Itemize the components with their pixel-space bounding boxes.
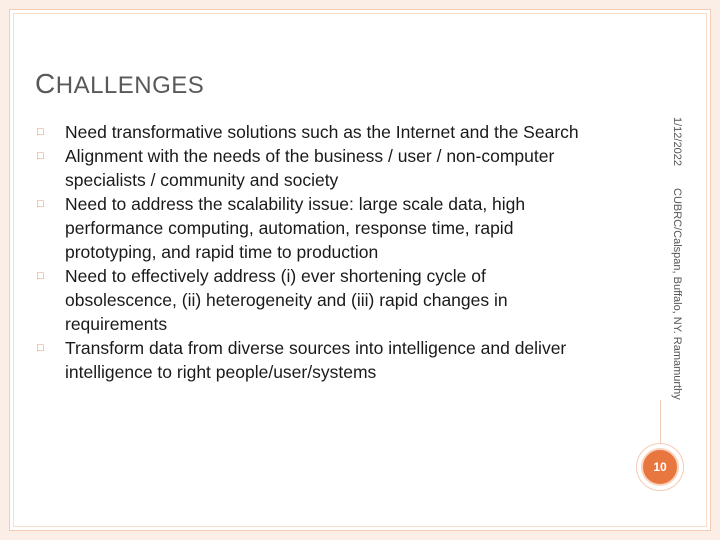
bullet-item xyxy=(37,144,597,192)
bullet-text: Alignment with the needs of the business / user / non-computer specialists / community and society xyxy=(65,146,555,190)
page-number: 10 xyxy=(653,460,667,474)
title-rest: HALLENGES xyxy=(55,72,205,99)
bullet-icon: □ xyxy=(37,126,44,138)
bullet-item xyxy=(37,264,597,336)
title-initial: C xyxy=(35,68,56,99)
bullet-text: Transform data from diverse sources into intelligence and deliver intelligence to right people/user/systems xyxy=(65,338,567,382)
page-number-connector xyxy=(660,400,661,443)
bullet-item xyxy=(37,192,597,264)
bullet-icon: □ xyxy=(37,198,44,210)
bullet-text: Need transformative solutions such as the Internet and the Search xyxy=(65,122,579,142)
bullet-item xyxy=(37,120,597,144)
bullet-icon: □ xyxy=(37,342,44,354)
bullet-icon: □ xyxy=(37,150,44,162)
page-number-badge xyxy=(641,448,679,486)
bullet-text: Need to effectively address (i) ever shortening cycle of obsolescence, (ii) heterogeneity and (iii) rapid changes in requirements xyxy=(65,266,508,334)
slide-date: 1/12/2022 xyxy=(671,117,683,166)
bullet-icon: □ xyxy=(37,270,44,282)
slide-credit: CUBRC/Calspan, Buffalo, NY. Ramamurthy xyxy=(671,188,683,400)
bullet-text: Need to address the scalability issue: large scale data, high performance computing, automation, response time, rapid prototyping, and rapid time to production xyxy=(65,194,526,262)
slide-title xyxy=(35,68,204,100)
bullet-item xyxy=(37,336,597,384)
bullet-list xyxy=(37,120,597,384)
